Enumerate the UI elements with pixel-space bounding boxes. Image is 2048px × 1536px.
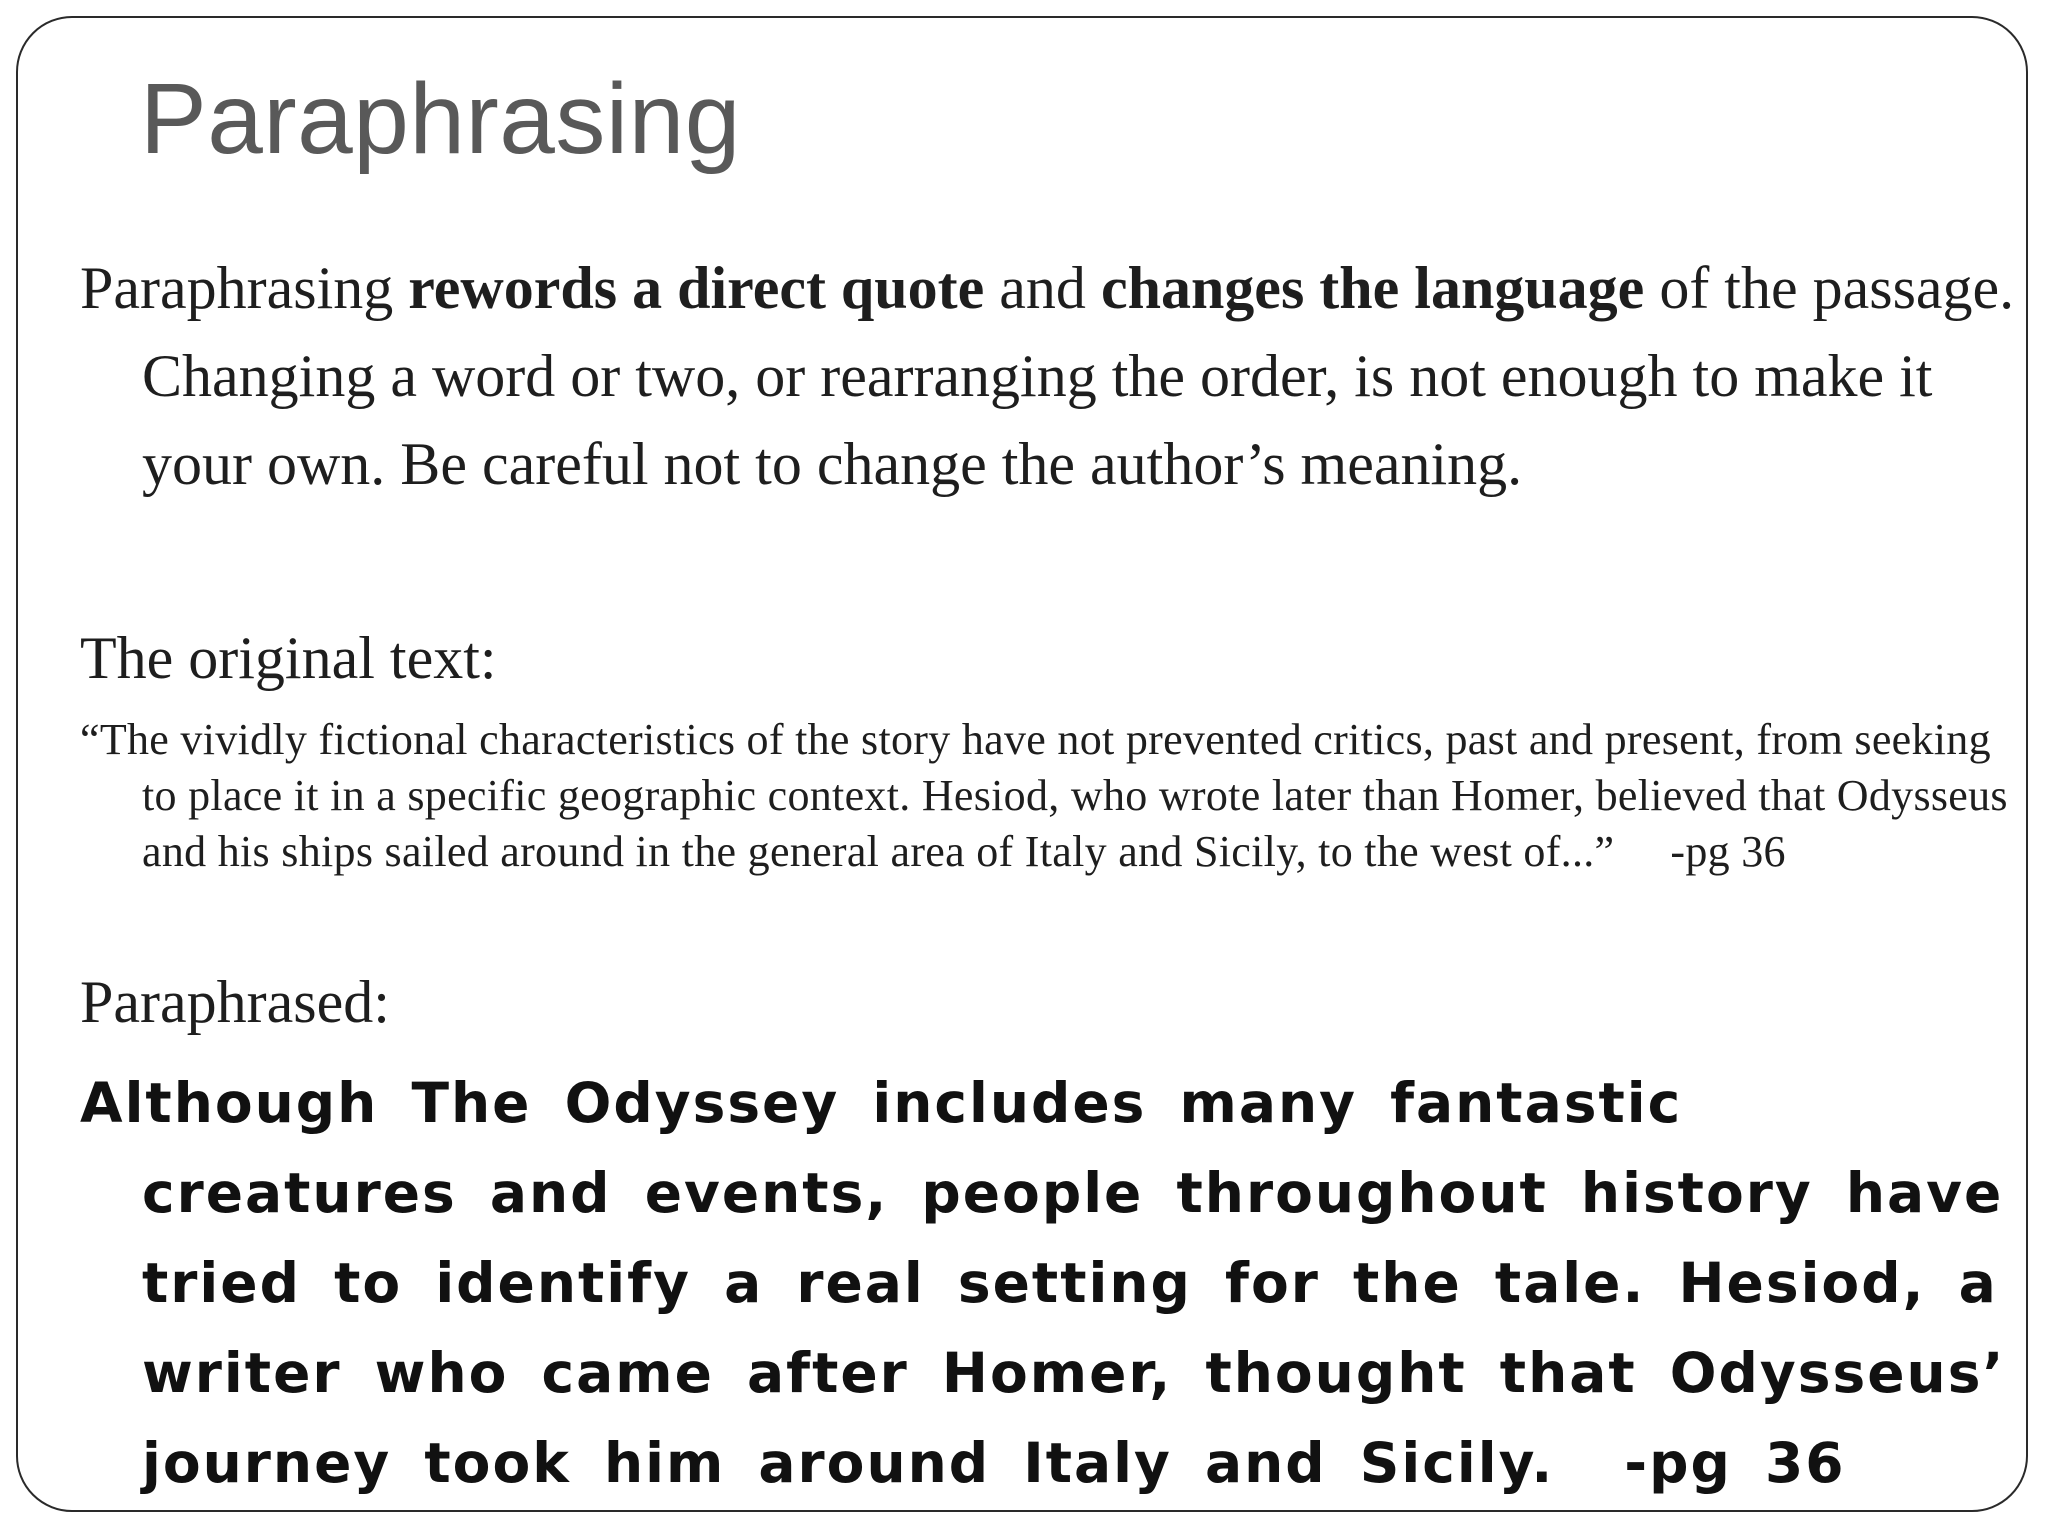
intro-mid: and [984,255,1101,321]
paraphrased-body: Although The Odyssey includes many fantastic creatures and events, people throughout history have tried to identify a real setting for the tale. Hesiod, a writer who came after Homer, thought that Odysseus’ journey took him around Italy and Sicily. [80,1071,2006,1495]
slide-frame [16,16,2028,1512]
original-quote-text: “The vividly fictional characteristics of the story have not prevented critics, past and present, from seeking to place it in a specific geographic context. Hesiod, who wrote later than Homer, believed that Odysseus and his ships sailed around in the general area of Italy and Sicily, to the west of...” [80,715,2008,876]
original-page-ref: -pg 36 [1670,827,1786,876]
paraphrased-label: Paraphrased: [80,969,390,1035]
intro-lead: Paraphrasing [80,255,409,321]
intro-paragraph [80,244,2020,508]
original-quote [80,712,2020,880]
paraphrased-page-ref: -pg 36 [1624,1431,1846,1495]
slide-title: Paraphrasing [140,63,741,175]
intro-bold-changes: changes the language [1100,255,1645,321]
intro-rest: of the passage. Changing a word or two, or rearranging the order, is not enough to make it your own. Be careful not to change the author’s meaning. [142,255,2015,497]
paraphrased-text [80,1058,2020,1508]
intro-bold-rewords: rewords a direct quote [408,255,985,321]
original-text-label: The original text: [80,625,497,691]
